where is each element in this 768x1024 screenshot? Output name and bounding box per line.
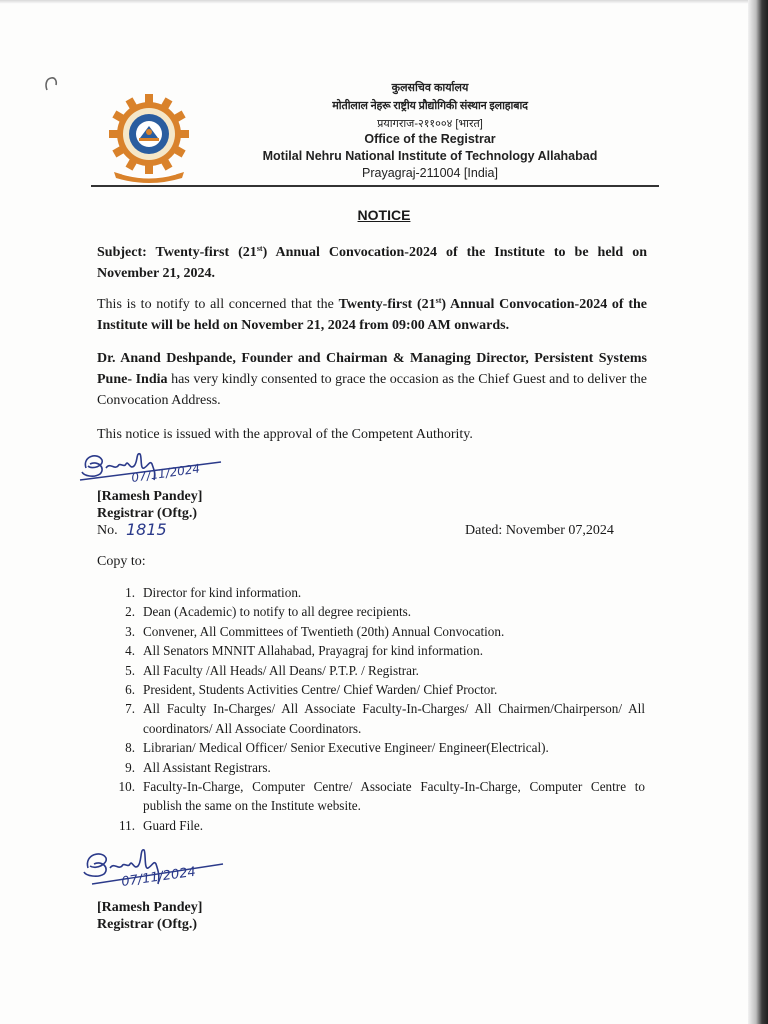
signatory-designation: Registrar (Oftg.) xyxy=(97,506,198,521)
handwritten-signature-bottom xyxy=(78,842,228,890)
copy-to-item xyxy=(105,699,645,738)
copy-to-item-number: 5. xyxy=(125,662,135,678)
signatory-designation-bottom: Registrar (Oftg.) xyxy=(97,917,198,932)
copy-to-item-number: 10. xyxy=(118,779,135,795)
copy-to-item-text: Faculty-In-Charge, Computer Centre/ Associate Faculty-In-Charge, Computer Centre to publish the same on the Institute website. xyxy=(143,779,645,814)
copy-to-item-text: Convener, All Committees of Twentieth (20th) Annual Convocation. xyxy=(143,623,505,639)
copy-to-item-number: 4. xyxy=(125,643,135,659)
p1-ordinal-suffix: st xyxy=(435,296,442,305)
p1-plain: This is to notify to all concerned that the xyxy=(97,297,339,312)
punch-hole-mark xyxy=(44,76,58,92)
copy-to-item-text: All Senators MNNIT Allahabad, Prayagraj for kind information. xyxy=(143,643,483,659)
copy-to-label: Copy to: xyxy=(97,554,146,569)
page-top-edge xyxy=(0,0,768,4)
copy-to-item-number: 6. xyxy=(125,682,135,698)
copy-to-item-text: Guard File. xyxy=(143,817,204,833)
copy-to-item xyxy=(105,583,645,602)
copy-to-item xyxy=(105,622,645,641)
notice-paragraph-approval: This notice is issued with the approval of the Competent Authority. xyxy=(97,427,473,442)
copy-to-item-text: All Faculty In-Charges/ All Associate Faculty-In-Charges/ All Chairmen/Chairperson/ All coordinators/ All Associate Coordinators. xyxy=(143,701,645,736)
copy-to-item-text: All Assistant Registrars. xyxy=(143,759,271,775)
copy-to-list xyxy=(105,583,645,835)
copy-to-item xyxy=(105,758,645,777)
header-office-name: Office of the Registrar xyxy=(364,132,496,146)
copy-to-item xyxy=(105,661,645,680)
handwritten-signature xyxy=(76,446,226,486)
notice-paragraph-chief-guest xyxy=(97,348,647,411)
copy-to-item-text: All Faculty /All Heads/ All Deans/ P.T.P. / Registrar. xyxy=(143,662,419,678)
handwritten-date-bottom: 07/11/2024 xyxy=(120,864,197,890)
p1-bold-a: Twenty-first (21 xyxy=(338,297,436,312)
header-divider xyxy=(91,185,659,187)
copy-to-item-text: Dean (Academic) to notify to all degree recipients. xyxy=(143,604,412,620)
header-address: Prayagraj-211004 [India] xyxy=(362,166,498,180)
copy-to-item xyxy=(105,738,645,757)
notice-title: NOTICE xyxy=(357,207,411,223)
notice-date: Dated: November 07,2024 xyxy=(465,523,614,538)
subject-ordinal-suffix: st xyxy=(256,244,263,253)
copy-to-item-number: 8. xyxy=(125,740,135,756)
copy-to-item xyxy=(105,816,645,835)
notice-subject xyxy=(97,242,647,284)
copy-to-item-text: President, Students Activities Centre/ Chief Warden/ Chief Proctor. xyxy=(143,682,498,698)
institute-logo-icon xyxy=(104,92,194,184)
header-hindi-institute: मोतीलाल नेहरू राष्ट्रीय प्रौद्योगिकी संस्थान इलाहाबाद xyxy=(332,100,528,112)
reference-label: No. xyxy=(97,523,118,538)
header-institute-name: Motilal Nehru National Institute of Technology Allahabad xyxy=(262,149,598,163)
p2-bold: Dr. Anand Deshpande, Founder and Chairman & Managing Director, Persistent Systems Pune- India xyxy=(97,351,647,387)
subject-suffix: ) Annual Convocation-2024 of the Institute to be held on November 21, 2024. xyxy=(97,245,647,281)
copy-to-item xyxy=(105,641,645,660)
copy-to-item xyxy=(105,777,645,816)
signatory-name-bottom: [Ramesh Pandey] xyxy=(97,900,203,915)
copy-to-item-number: 7. xyxy=(125,701,135,717)
copy-to-item-text: Director for kind information. xyxy=(143,585,302,600)
signatory-name: [Ramesh Pandey] xyxy=(97,489,203,504)
header-hindi-office: कुलसचिव कार्यालय xyxy=(391,82,469,94)
header-hindi-address: प्रयागराज-२११००४ [भारत] xyxy=(377,118,483,130)
copy-to-item xyxy=(105,602,645,621)
copy-to-item xyxy=(105,680,645,699)
copy-to-item-number: 9. xyxy=(125,759,135,775)
copy-to-item-number: 3. xyxy=(125,623,135,639)
notice-paragraph-date xyxy=(97,294,647,336)
reference-number: 1815 xyxy=(126,520,167,539)
copy-to-item-text: Librarian/ Medical Officer/ Senior Executive Engineer/ Engineer(Electrical). xyxy=(143,740,549,756)
subject-prefix: Subject: Twenty-first (21 xyxy=(97,245,257,260)
p2-plain: has very kindly consented to grace the occasion as the Chief Guest and to deliver the Convocation Address. xyxy=(97,372,647,408)
p1-bold-b: ) Annual Convocation-2024 of the Institute will be held on November 21, 2024 from 09:00 AM onwards. xyxy=(97,297,647,333)
page-right-edge xyxy=(748,0,768,1024)
handwritten-date: 07/11/2024 xyxy=(130,461,201,485)
copy-to-item-number: 2. xyxy=(125,604,135,620)
copy-to-item-number: 1. xyxy=(125,585,135,600)
copy-to-item-number: 11. xyxy=(119,817,135,833)
